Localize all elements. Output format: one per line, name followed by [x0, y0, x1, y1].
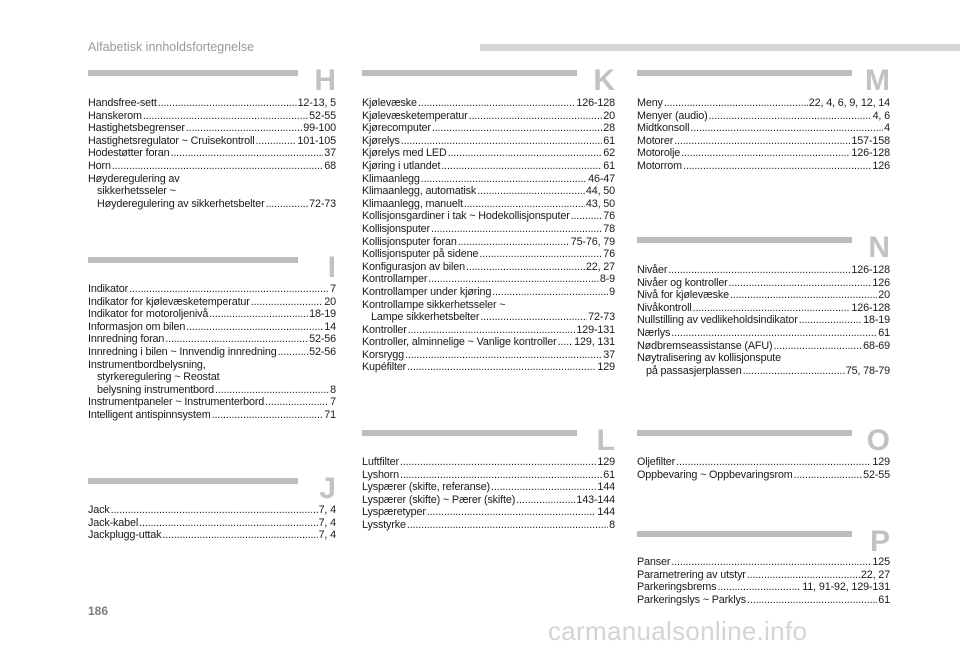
index-entry: Kontroller ..... 129-131	[362, 324, 615, 337]
section-letter: O	[866, 424, 890, 457]
index-entry: Nivåer og kontroller ..... 126	[637, 277, 890, 290]
index-entry: Kjørelys ..... 61	[362, 135, 615, 148]
index-entry: Panser ..... 125	[637, 556, 890, 569]
index-entry: Kjølevæske ..... 126-128	[362, 97, 615, 110]
index-entry: Kollisjonsgardiner i tak ~ Hodekollisjonsputer ..... 76	[362, 210, 615, 223]
index-entry: Kollisjonsputer på sidene ..... 76	[362, 248, 615, 261]
index-entry: Nærlys ..... 61	[637, 327, 890, 340]
index-entry: Kontroller, alminnelige ~ Vanlige kontroller ..... 129, 131	[362, 336, 615, 349]
section-bar	[637, 70, 852, 76]
index-entry: Motorolje ..... 126-128	[637, 147, 890, 160]
index-entry: Indikator for motoroljenivå ..... 18-19	[88, 308, 336, 321]
index-entry: Kjølevæsketemperatur ..... 20	[362, 110, 615, 123]
index-entry: Kjøring i utlandet ..... 61	[362, 160, 615, 173]
index-entry: Kontrollamper ..... 8-9	[362, 273, 615, 286]
section-bar	[362, 430, 577, 436]
index-entry: Nullstilling av vedlikeholdsindikator ..... 18-19	[637, 314, 890, 327]
section-bar	[88, 70, 298, 76]
index-entry: Indikator ..... 7	[88, 283, 336, 296]
index-entry: Lysstyrke ..... 8	[362, 519, 615, 532]
index-entry: Informasjon om bilen ..... 14	[88, 321, 336, 334]
index-entry: Konfigurasjon av bilen ..... 22, 27	[362, 261, 615, 274]
index-entry: Indikator for kjølevæsketemperatur ..... 20	[88, 296, 336, 309]
index-entry: Lyspærer (skifte) ~ Pærer (skifte) ..... 143-144	[362, 494, 615, 507]
index-entry: Kjørelys med LED ..... 62	[362, 147, 615, 160]
index-entry: Høyderegulering av	[88, 172, 180, 185]
section-letter: N	[868, 231, 890, 264]
index-entry: Motorer ..... 157-158	[637, 135, 890, 148]
index-entry: Handsfree-sett ..... 12-13, 5	[88, 97, 336, 110]
index-entry: Motorrom ..... 126	[637, 160, 890, 173]
index-entry: Korsrygg ..... 37	[362, 349, 615, 362]
index-entry: Nivåer ..... 126-128	[637, 264, 890, 277]
index-entry: Lyspæretyper ..... 144	[362, 506, 615, 519]
index-entry: Midtkonsoll ..... 4	[637, 122, 890, 135]
index-entry: Klimaanlegg ..... 46-47	[362, 173, 615, 186]
section-bar	[637, 531, 852, 537]
index-entry: på passasjerplassen ..... 75, 78-79	[637, 365, 890, 378]
index-entry: Parkeringsbrems ..... 11, 91-92, 129-131	[637, 581, 890, 594]
section-bar	[88, 257, 298, 263]
section-bar	[362, 70, 577, 76]
index-entry: Meny ..... 22, 4, 6, 9, 12, 14	[637, 97, 890, 110]
index-entry: styrkeregulering ~ Reostat	[97, 371, 220, 384]
section-letter: H	[314, 64, 336, 97]
index-entry: Menyer (audio) ..... 4, 6	[637, 110, 890, 123]
index-entry: Parametrering av utstyr ..... 22, 27	[637, 569, 890, 582]
index-entry: Kollisjonsputer foran ..... 75-76, 79	[362, 236, 615, 249]
index-entry: belysning instrumentbord ..... 8	[88, 384, 336, 397]
index-entry: Instrumentbordbelysning,	[88, 358, 206, 371]
index-entry: Oppbevaring ~ Oppbevaringsrom ..... 52-55	[637, 469, 890, 482]
index-entry: Lyshorn ..... 61	[362, 469, 615, 482]
index-entry: Klimaanlegg, automatisk ..... 44, 50	[362, 185, 615, 198]
index-entry: Nivå for kjølevæske ..... 20	[637, 289, 890, 302]
index-entry: Horn ..... 68	[88, 160, 336, 173]
index-entry: Innredning i bilen ~ Innvendig innredning ..... 52-56	[88, 346, 336, 359]
index-entry: Oljefilter ..... 129	[637, 456, 890, 469]
index-entry: Innredning foran ..... 52-56	[88, 333, 336, 346]
index-entry: Kontrollamper under kjøring ..... 9	[362, 286, 615, 299]
index-entry: Intelligent antispinnsystem ..... 71	[88, 409, 336, 422]
index-entry: Parkeringslys ~ Parklys ..... 61	[637, 594, 890, 607]
watermark: carmanualsonline.info	[548, 616, 808, 646]
page-number: 186	[88, 604, 109, 618]
index-entry: Lampe sikkerhetsbelter ..... 72-73	[362, 311, 615, 324]
section-letter: K	[593, 64, 615, 97]
index-entry: Nivåkontroll ..... 126-128	[637, 302, 890, 315]
index-entry: Instrumentpaneler ~ Instrumenterbord ..... 7	[88, 396, 336, 409]
index-entry: Jack ..... 7, 4	[88, 504, 336, 517]
index-entry: Nødbremseassistanse (AFU) ..... 68-69	[637, 340, 890, 353]
section-bar	[637, 430, 852, 436]
index-entry: Kupéfilter ..... 129	[362, 361, 615, 374]
section-letter: M	[865, 64, 890, 97]
header-bar	[480, 44, 960, 51]
index-entry: Jack-kabel ..... 7, 4	[88, 517, 336, 530]
index-entry: Kontrollampe sikkerhetsseler ~	[362, 298, 506, 311]
section-bar	[637, 237, 852, 243]
index-entry: Hanskerom ..... 52-55	[88, 110, 336, 123]
section-letter: J	[319, 472, 336, 505]
index-entry: Jackplugg-uttak ..... 7, 4	[88, 529, 336, 542]
index-entry: Klimaanlegg, manuelt ..... 43, 50	[362, 198, 615, 211]
index-entry: Luftfilter ..... 129	[362, 456, 615, 469]
page-header-title: Alfabetisk innholdsfortegnelse	[88, 40, 255, 54]
index-entry: Høyderegulering av sikkerhetsbelter ..... 72-73	[88, 198, 336, 211]
section-letter: P	[869, 525, 890, 558]
index-entry: Hastighetsregulator ~ Cruisekontroll ..... 101-105	[88, 135, 336, 148]
section-letter: I	[327, 251, 336, 284]
index-entry: Kjørecomputer ..... 28	[362, 122, 615, 135]
index-entry: Lyspærer (skifte, referanse) ..... 144	[362, 481, 615, 494]
section-bar	[88, 478, 298, 484]
section-letter: L	[596, 424, 615, 457]
index-entry: sikkerhetsseler ~	[97, 185, 176, 198]
index-entry: Kollisjonsputer ..... 78	[362, 223, 615, 236]
index-entry: Hastighetsbegrenser ..... 99-100	[88, 122, 336, 135]
index-entry: Nøytralisering av kollisjonspute	[637, 352, 782, 365]
index-entry: Hodestøtter foran ..... 37	[88, 147, 336, 160]
